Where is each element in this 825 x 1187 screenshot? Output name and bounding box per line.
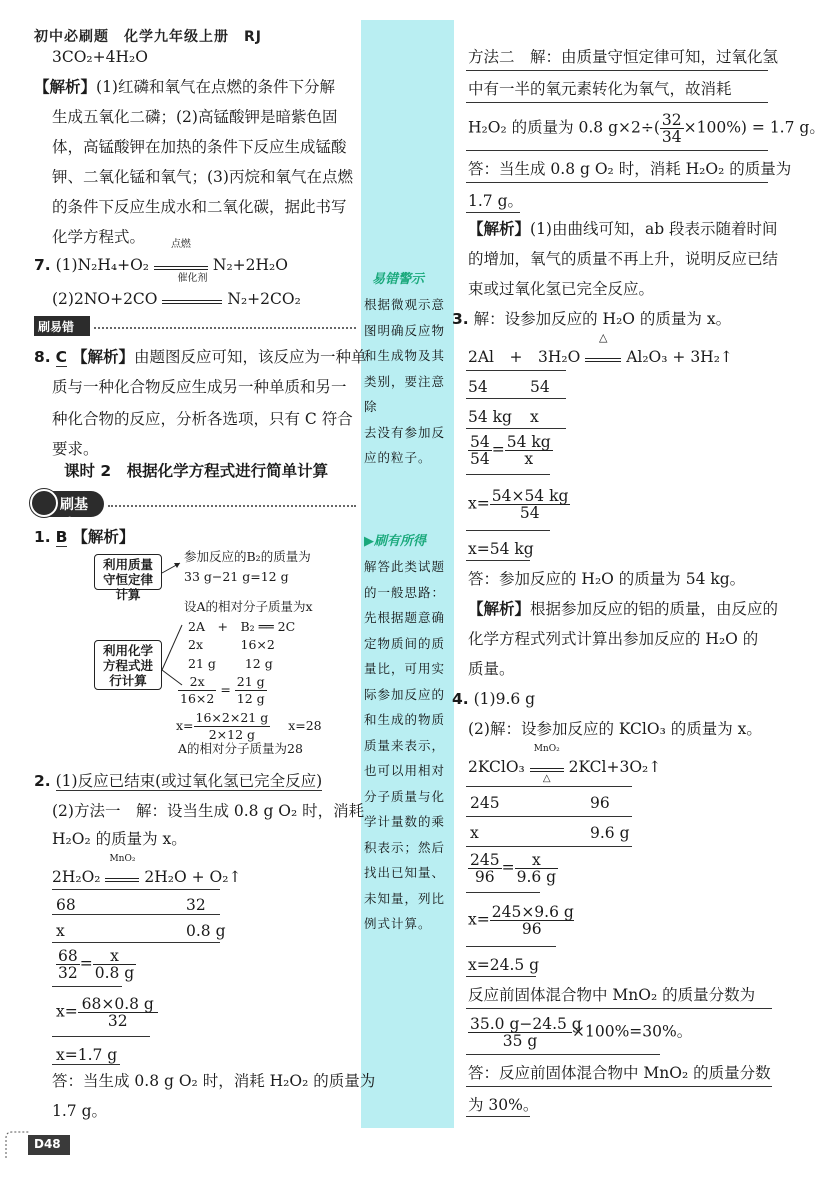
equation-line: 3CO₂+4H₂O	[52, 48, 148, 66]
rule	[466, 1054, 660, 1055]
equation-left: 2H₂O₂	[52, 868, 101, 886]
analysis-line: 的增加，氧气的质量不再上升，说明反应已结	[468, 250, 779, 268]
chemical-equation	[468, 744, 662, 784]
sidebar-line: 积表示；然后	[364, 839, 446, 855]
denominator: 12 g	[236, 691, 265, 706]
rule	[466, 1116, 530, 1117]
question-number: 3.	[452, 310, 469, 328]
question-number: 1.	[34, 528, 51, 546]
diagram-fraction: $\frac{2x}{16\times 2}$ = $\frac{21 g}{12 g}$	[180, 674, 265, 706]
analysis-tag: 【解析】	[34, 78, 97, 96]
answer-line: 1.7 g。	[52, 1102, 107, 1120]
equation-left: 2KClO₃	[468, 758, 525, 776]
text: H₂O₂ 的质量为 0.8 g×2÷(	[468, 118, 660, 137]
analysis-text: (1)红磷和氧气在点燃的条件下分解	[96, 78, 335, 96]
sidebar-text-gain	[364, 554, 452, 937]
analysis-text: (1)由曲线可知，ab 段表示随着时间	[530, 220, 778, 238]
ratio-value: 0.8 g	[186, 922, 226, 940]
rule	[466, 816, 632, 817]
diagram-text: A的相对分子质量为28	[178, 741, 303, 756]
rule	[466, 786, 632, 787]
question-2	[34, 766, 322, 796]
analysis-line	[34, 72, 335, 102]
reaction-condition: 催化剂	[177, 273, 208, 284]
analysis-line: 生成五氧化二磷；(2)高锰酸钾是暗紫色固	[52, 108, 338, 126]
numerator: 54	[470, 433, 490, 451]
sidebar-line: 和生成物及其	[364, 348, 446, 363]
divider	[94, 327, 356, 329]
numerator: x	[93, 948, 137, 965]
chemical-equation	[52, 854, 242, 892]
analysis-line	[468, 214, 778, 244]
question-number: 2.	[34, 772, 51, 790]
rule	[466, 212, 520, 213]
diagram-box-conservation: 利用质量守恒定律计算	[94, 554, 162, 590]
running-header: 初中必刷题 化学九年级上册 RJ	[34, 29, 262, 45]
answer-text: (1)9.6 g	[473, 690, 536, 708]
denominator: 32	[107, 1012, 128, 1030]
reaction-condition: △	[542, 773, 551, 784]
analysis-line: 要求。	[52, 440, 99, 458]
chemical-equation	[468, 331, 733, 372]
sidebar-line: 学计量数的乘	[364, 814, 446, 829]
numerator: 68	[58, 947, 78, 965]
denominator: 16×2	[180, 691, 215, 706]
fraction-equation: $\frac{245}{96}$ = $\frac{x}{9.6 g}$	[470, 851, 557, 886]
numerator: 16×2×21 g	[195, 710, 269, 725]
section-mistake-label: 刷易错	[34, 316, 90, 336]
numerator: 21 g	[236, 674, 265, 689]
numerator: x	[515, 852, 559, 869]
answer-choice: C	[55, 348, 68, 366]
ratio-value: 32	[186, 896, 206, 914]
sidebar-line: 分子质量与化	[364, 788, 446, 804]
numerator: 245×9.6 g	[491, 903, 574, 921]
ratio-value: 54	[530, 378, 550, 396]
numerator: 54 kg	[506, 433, 551, 451]
rule	[466, 892, 540, 893]
solution-line: 方法二 解：由质量守恒定律可知，过氧化氢	[468, 48, 779, 66]
ratio-value: 245	[470, 794, 500, 812]
fraction-equation	[56, 996, 158, 1029]
numerator: 54×54 kg	[491, 487, 569, 505]
page-corner-decoration	[4, 1130, 30, 1160]
solution-line: (2)方法一 解：设当生成 0.8 g O₂ 时，消耗	[52, 802, 365, 820]
denominator: 35 g	[502, 1032, 538, 1050]
question-3	[452, 304, 731, 334]
sidebar-line: 例式计算。	[364, 916, 432, 931]
denominator: 54	[519, 504, 540, 522]
lesson-title: 课时 2 根据化学方程式进行简单计算	[64, 462, 329, 480]
analysis-line: 束或过氧化氢已完全反应。	[468, 280, 655, 298]
equation-right: 2KCl+3O₂↑	[568, 758, 662, 776]
solution-line: 中有一半的氧元素转化为氧气，故消耗	[468, 80, 732, 98]
ratio-value: x	[530, 408, 539, 426]
numerator: 68×0.8 g	[78, 996, 158, 1013]
rule	[52, 914, 220, 915]
answer-choice: B	[55, 528, 68, 546]
reaction-condition: MnO₂	[109, 854, 136, 864]
question-4	[452, 684, 535, 714]
sidebar-text-mistake	[364, 292, 452, 471]
analysis-tag: 【解析】	[72, 528, 135, 546]
rule	[466, 530, 550, 531]
result: x=28	[288, 718, 322, 733]
numerator: 245	[470, 851, 500, 869]
denominator: 96	[474, 868, 495, 886]
diagram-text: 设A的相对分子质量为x	[184, 599, 313, 614]
question-number: 7.	[34, 256, 51, 274]
solution-line	[468, 112, 825, 145]
result-line: x=24.5 g	[468, 956, 540, 974]
analysis-line: 质量。	[468, 660, 515, 678]
numerator: 2x	[178, 674, 216, 691]
denominator: 2×12 g	[208, 727, 256, 742]
denominator: 32	[58, 964, 78, 982]
variable: x=	[468, 494, 490, 513]
diagram-text: 参加反应的B₂的质量为	[184, 549, 311, 564]
rule	[52, 1036, 150, 1037]
page-number: D48	[28, 1135, 70, 1155]
denominator: 34	[661, 128, 682, 146]
answer-line: 1.7 g。	[468, 192, 523, 210]
answer-line: 答：当生成 0.8 g O₂ 时，消耗 H₂O₂ 的质量为	[468, 160, 792, 178]
sidebar-line: 解答此类试题	[364, 559, 446, 574]
equation-right: N₂+2H₂O	[212, 256, 288, 274]
sidebar-title-text: 刷有所得	[374, 534, 427, 549]
ratio-value: 54 kg	[468, 408, 512, 426]
analysis-line: 质与一种化合物反应生成另一种单质和另一	[52, 378, 347, 396]
result-line: x=54 kg	[468, 540, 534, 558]
rule	[466, 560, 530, 561]
solution-line: 反应前固体混合物中 MnO₂ 的质量分数为	[468, 986, 756, 1004]
section-basic-label: 刷基础	[34, 491, 104, 517]
ratio-value: x	[56, 922, 65, 940]
sidebar-line: 际参加反应的	[364, 686, 446, 702]
rule	[466, 102, 768, 103]
denominator: 9.6 g	[516, 868, 557, 886]
answer-line: 答：参加反应的 H₂O 的质量为 54 kg。	[468, 570, 746, 588]
question-1	[34, 522, 134, 552]
fraction-equation: $\frac{54}{54}$ = $\frac{54 kg}{x}$	[470, 433, 551, 468]
sidebar-line: 质量来表示，	[364, 737, 446, 753]
rule	[52, 1064, 120, 1065]
fraction-equation	[468, 1016, 692, 1049]
sidebar-line: 也可以用相对	[364, 763, 446, 778]
rule	[466, 946, 556, 947]
question-7a	[34, 239, 288, 280]
denominator: 96	[521, 920, 542, 938]
equation-left: (1)N₂H₄+O₂	[55, 256, 149, 274]
analysis-tag: 【解析】	[468, 220, 531, 238]
equation-right: Al₂O₃ + 3H₂↑	[626, 348, 733, 366]
equation-left: 2Al + 3H₂O	[468, 348, 581, 366]
question-8	[34, 342, 366, 372]
denominator: 0.8 g	[94, 964, 135, 982]
sidebar-line: 和生成的物质	[364, 712, 446, 727]
variable: x=	[468, 910, 490, 929]
rule	[466, 182, 768, 183]
rule	[52, 942, 220, 943]
variable: x=	[176, 718, 194, 733]
result-line: x=1.7 g	[56, 1046, 118, 1064]
equation-left: (2)2NO+2CO	[52, 290, 158, 308]
numerator: 35.0 g−24.5 g	[470, 1015, 582, 1033]
rule	[52, 986, 122, 987]
answer-text: (1)反应已结束(或过氧化氢已完全反应)	[55, 772, 323, 790]
denominator: x	[524, 450, 534, 468]
fraction-equation	[468, 904, 574, 937]
sidebar-line: 量比，可用实	[364, 661, 446, 676]
analysis-tag: 【解析】	[71, 348, 134, 366]
denominator: 54	[470, 450, 490, 468]
diagram-text: 2x 16×2	[188, 637, 275, 652]
fraction-equation	[468, 488, 570, 521]
sidebar-line: 的一般思路：	[364, 584, 446, 600]
divider	[108, 505, 356, 507]
sidebar-title-mistake: 易错警示	[372, 272, 425, 287]
analysis-line: 的条件下反应生成水和二氧化碳，据此书写	[52, 198, 347, 216]
equation-right: N₂+2CO₂	[227, 290, 301, 308]
rule	[466, 370, 566, 371]
question-number: 8.	[34, 348, 51, 366]
rule	[466, 150, 768, 151]
sidebar-line: 根据微观示意	[364, 297, 446, 312]
fraction-equation: $\frac{68}{32}$ = $\frac{x}{0.8 g}$	[58, 947, 135, 982]
variable: x=	[56, 1002, 78, 1021]
solution-line: H₂O₂ 的质量为 x。	[52, 830, 187, 848]
rule	[466, 398, 566, 399]
rule	[466, 846, 632, 847]
analysis-line: 化学方程式列式计算出参加反应的 H₂O 的	[468, 630, 759, 648]
rule	[466, 1008, 772, 1009]
question-7b	[52, 273, 301, 314]
analysis-line	[468, 594, 778, 624]
analysis-line: 化学方程式。	[52, 228, 146, 246]
sidebar-title-gain: ▶刷有所得	[364, 534, 427, 549]
rule	[466, 70, 768, 71]
ratio-value: x	[470, 824, 479, 842]
numerator: 32	[661, 111, 682, 129]
rule	[466, 1086, 772, 1087]
diagram-box-equation: 利用化学方程式进行计算	[94, 640, 162, 690]
text: ×100%) = 1.7 g。	[683, 118, 825, 137]
rule	[466, 976, 536, 977]
reaction-condition: MnO₂	[533, 744, 560, 754]
question-number: 4.	[452, 690, 469, 708]
sidebar-line: 图明确反应物	[364, 322, 446, 338]
section-icon	[30, 489, 58, 517]
sidebar-line: 找出已知量、	[364, 865, 446, 880]
text: ×100%=30%。	[572, 1022, 693, 1041]
sidebar-line: 先根据题意确	[364, 610, 446, 625]
equation-right: 2H₂O + O₂↑	[144, 868, 242, 886]
sidebar-line: 未知量，列比	[364, 890, 446, 906]
answer-line: 答：反应前固体混合物中 MnO₂ 的质量分数	[468, 1064, 771, 1082]
diagram-fraction	[176, 710, 322, 743]
sidebar-line: 类别，要注意除	[364, 373, 446, 414]
sidebar-line: 应的粒子。	[364, 450, 432, 465]
analysis-line: 种化合物的反应，分析各选项，只有 C 符合	[52, 410, 353, 428]
analysis-tag: 【解析】	[468, 600, 531, 618]
sidebar-line: 去没有参加反	[364, 424, 446, 440]
analysis-line: 体，高锰酸钾在加热的条件下反应生成锰酸	[52, 138, 347, 156]
ratio-value: 68	[56, 896, 76, 914]
reaction-condition: 点燃	[170, 239, 191, 250]
diagram-text: 33 g−21 g=12 g	[184, 569, 289, 584]
answer-line: 答：当生成 0.8 g O₂ 时，消耗 H₂O₂ 的质量为	[52, 1072, 376, 1090]
ratio-value: 96	[590, 794, 610, 812]
analysis-text: 由题图反应可知，该反应为一种单	[133, 348, 367, 366]
solution-line: (2)解：设参加反应的 KClO₃ 的质量为 x。	[468, 720, 762, 738]
analysis-line: 钾、二氧化锰和氧气；(3)丙烷和氧气在点燃	[52, 168, 353, 186]
analysis-text: 根据参加反应的铝的质量，由反应的	[530, 600, 779, 618]
ratio-value: 54	[468, 378, 488, 396]
diagram-text: 21 g 12 g	[188, 656, 273, 671]
answer-line: 为 30%。	[468, 1096, 539, 1114]
ratio-value: 9.6 g	[590, 824, 630, 842]
sidebar-line: 定物质间的质	[364, 635, 446, 651]
rule	[466, 428, 566, 429]
reaction-condition: △	[599, 331, 608, 344]
solution-line: 解：设参加反应的 H₂O 的质量为 x。	[473, 310, 732, 328]
rule	[466, 474, 550, 475]
diagram-text: 2A + B₂ ══ 2C	[188, 619, 296, 634]
